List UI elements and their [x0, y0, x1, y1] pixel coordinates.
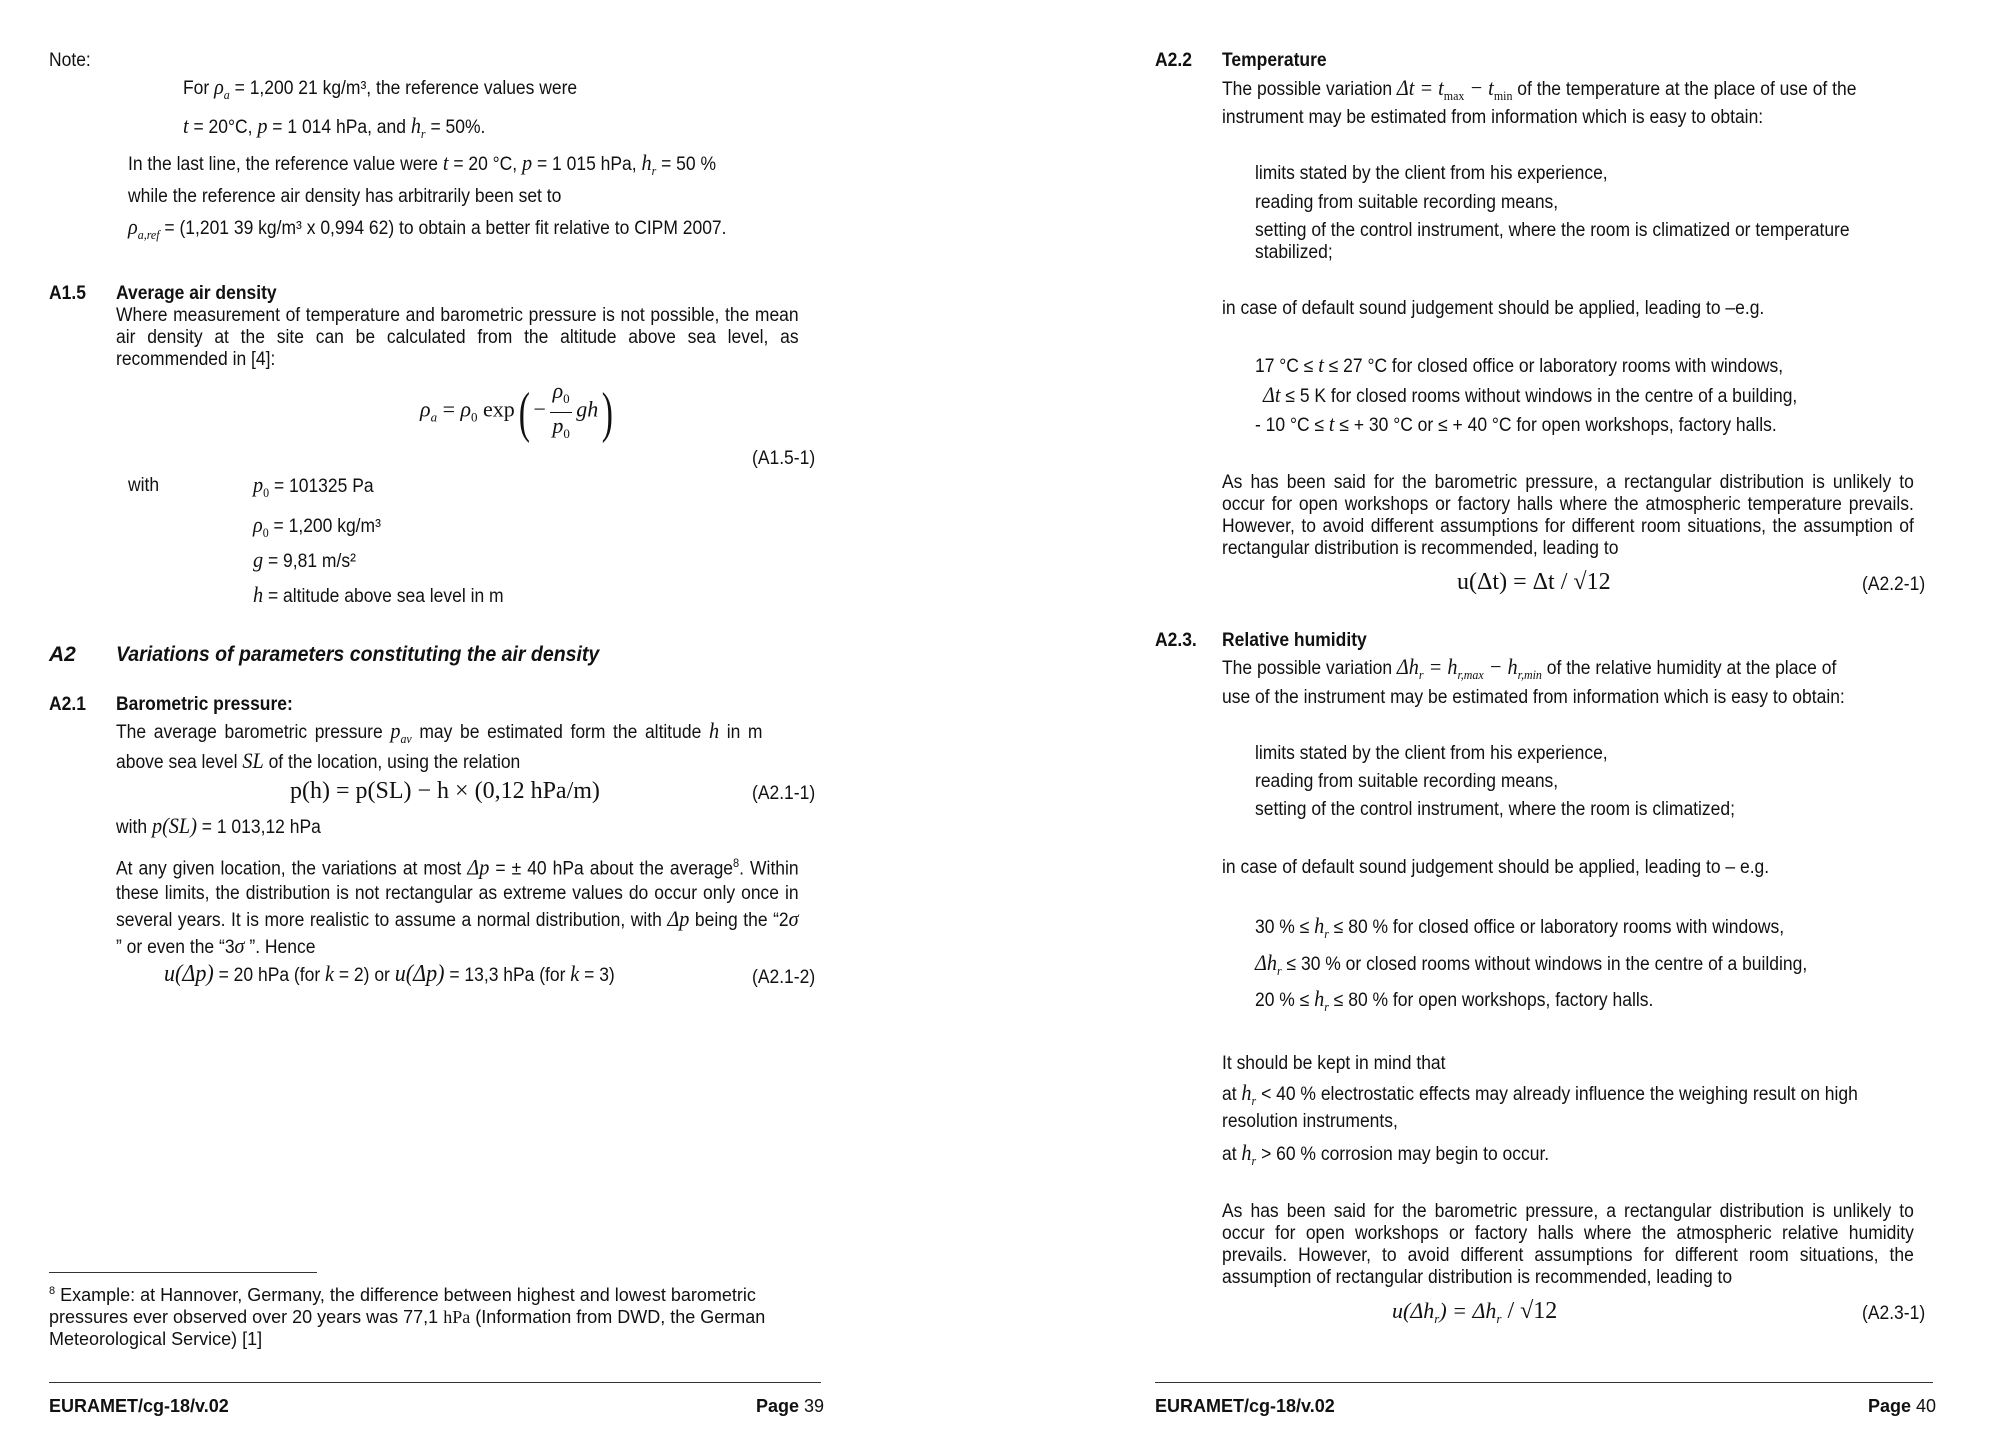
math-symbol: Δp	[467, 854, 490, 880]
fraction-denominator	[550, 413, 572, 447]
math-subscript: r	[1418, 667, 1424, 682]
math-symbol: ρ	[253, 512, 263, 537]
math-symbol: gh	[576, 396, 599, 422]
math-symbol: σ	[234, 933, 245, 959]
equation-label-a2-1-2: (A2.1-2)	[752, 967, 816, 988]
text: = 50 %	[656, 154, 717, 175]
equation-a1-5-1	[420, 378, 617, 447]
footer-rule	[49, 1382, 821, 1383]
section-title-a2-1: Barometric pressure:	[116, 694, 293, 715]
equation-a2-2-1: u(Δt) = Δt / √12	[1457, 569, 1611, 595]
math-symbol: Δt = t	[1396, 75, 1444, 100]
math-subscript: av	[400, 731, 412, 746]
math-symbol: h	[708, 718, 720, 743]
right-paren: )	[602, 381, 614, 444]
page-39	[0, 0, 840, 1452]
math-operator: =	[437, 396, 461, 422]
math-symbol: t	[183, 113, 189, 138]
text: Example: at Hannover, Germany, the difference between highest and lowest barometric pressures ever observed over 20 years was 77,1	[49, 1285, 756, 1327]
a2-2-list-item: limits stated by the client from his experience,	[1255, 163, 1608, 184]
definition-p0	[253, 474, 374, 504]
unit: hPa	[443, 1307, 471, 1327]
text: ≤ 30 % or closed rooms without windows in the centre of a building,	[1281, 954, 1808, 975]
math-symbol: Δt	[1263, 382, 1281, 407]
math-symbol: k	[570, 961, 580, 986]
note-line-2	[183, 115, 485, 145]
math-function: exp	[477, 396, 515, 422]
math-subscript: r	[1251, 1093, 1257, 1108]
math-subscript: r	[1324, 926, 1329, 941]
text: = 1,200 kg/m³	[268, 516, 381, 537]
text: For	[183, 78, 215, 99]
text: at	[1222, 1144, 1242, 1165]
text: = 1,200 21 kg/m³, the reference values were	[229, 78, 578, 99]
a2-2-paragraph: As has been said for the barometric pressure, a rectangular distribution is unlikely to occur for open workshops or factory halls where the atmospheric temperature prevails. However, to avoid different assumptions for different room situations, the assumption of rectangular distribution is recommended, leading to	[1222, 472, 1914, 559]
text: The possible variation	[1222, 79, 1397, 100]
a2-3-mind-1-cont: resolution instruments,	[1222, 1111, 1398, 1132]
text: ” or even the “3	[116, 937, 235, 959]
definition-rho0	[253, 514, 381, 544]
footer-page-number	[1868, 1396, 1936, 1417]
math-subscript: r	[1251, 1153, 1257, 1168]
definition-h	[253, 584, 504, 608]
a2-2-line-2: instrument may be estimated from information which is easy to obtain:	[1222, 107, 1764, 128]
math-operator: −	[533, 396, 546, 422]
math-subscript: 0	[563, 426, 570, 441]
math-symbol: p	[552, 413, 564, 438]
math-symbol: h	[1314, 986, 1325, 1011]
a2-3-list-item: setting of the control instrument, where the room is climatized;	[1255, 799, 1735, 820]
text: = 20°C,	[188, 117, 258, 138]
math-subscript: r	[1496, 1311, 1502, 1326]
math-symbol: u(Δp)	[394, 961, 445, 987]
a2-2-line-1	[1222, 77, 1856, 107]
math-symbol: − h	[1483, 654, 1518, 679]
footer-rule	[1155, 1382, 1933, 1383]
a2-2-example	[1263, 384, 1797, 408]
footnote-reference[interactable]: 8	[733, 856, 740, 870]
math-symbol: σ	[788, 906, 799, 932]
text: = 20 °C,	[448, 154, 523, 175]
math-symbol: ρ	[460, 396, 472, 422]
page-word: Page	[1868, 1396, 1912, 1416]
math-subscript: r,max	[1457, 667, 1484, 682]
math-symbol: h	[410, 113, 421, 138]
math-symbol: p	[253, 472, 264, 497]
a2-3-mind-1	[1222, 1082, 1858, 1112]
a2-1-line-1	[116, 720, 762, 750]
section-number-a2-2: A2.2	[1155, 50, 1192, 71]
note-line-5	[128, 216, 727, 246]
text: = altitude above sea level in m	[263, 586, 504, 607]
math-subscript: r	[651, 163, 657, 178]
section-title-a2-3: Relative humidity	[1222, 630, 1367, 651]
equation-a2-1-1: p(h) = p(SL) − h × (0,12 hPa/m)	[290, 778, 600, 804]
page-number: 39	[799, 1396, 825, 1416]
math-symbol: ρ	[552, 378, 564, 403]
text: above sea level	[116, 752, 243, 773]
math-symbol: p	[522, 150, 533, 175]
a2-3-keep-in-mind: It should be kept in mind that	[1222, 1053, 1446, 1074]
a2-3-line-2: use of the instrument may be estimated from information which is easy to obtain:	[1222, 687, 1845, 708]
text: 20 % ≤	[1255, 990, 1315, 1011]
a2-2-list-item: setting of the control instrument, where the room is climatized or temperature stabilized;	[1255, 220, 1850, 263]
equation-label-a1-5-1: (A1.5-1)	[752, 448, 816, 469]
text: 30 % ≤	[1255, 917, 1315, 938]
section-title-a1-5: Average air density	[116, 283, 277, 304]
math-fraction	[550, 378, 572, 447]
math-symbol: u(Δp)	[164, 961, 214, 987]
text: = 1 014 hPa, and	[267, 117, 411, 138]
footer-document-id: EURAMET/cg-18/v.02	[1155, 1396, 1335, 1416]
text: 17 °C ≤	[1255, 356, 1319, 377]
text: - 10 °C ≤	[1255, 415, 1329, 436]
text: of the temperature at the place of use of the	[1512, 79, 1857, 100]
a1-5-body: Where measurement of temperature and barometric pressure is not possible, the mean air density at the site can be calculated from the altitude above sea level, as recommended in [4]:	[116, 305, 799, 370]
math-symbol: p(SL)	[151, 813, 197, 838]
text: = 1 013,12 hPa	[196, 817, 321, 838]
text: ≤ 80 % for open workshops, factory halls.	[1328, 990, 1654, 1011]
page-word: Page	[756, 1396, 800, 1416]
math-subscript: 0	[563, 391, 570, 406]
note-line-3	[128, 152, 716, 182]
text: = 50%.	[425, 117, 486, 138]
text: may be estimated form the altitude	[411, 722, 709, 743]
fraction-numerator	[550, 378, 572, 413]
a2-1-with-line	[116, 815, 321, 839]
math-symbol: t	[1318, 352, 1324, 377]
a2-2-example	[1255, 413, 1777, 437]
text: = 13,3 hPa (for	[444, 965, 571, 986]
math-subscript: 0	[263, 485, 270, 500]
section-number-a2-3: A2.3.	[1155, 630, 1197, 651]
text: = 9,81 m/s²	[263, 551, 356, 572]
note-label: Note:	[49, 50, 91, 71]
text: = 2) or	[333, 965, 395, 986]
footnote-8	[49, 1280, 839, 1350]
text: at	[1222, 1084, 1242, 1105]
text: The possible variation	[1222, 658, 1397, 679]
equation-a2-1-2	[164, 963, 615, 987]
math-symbol: t	[442, 150, 449, 175]
math-subscript: a	[223, 87, 230, 102]
text: < 40 % electrostatic effects may already influence the weighing result on high	[1256, 1084, 1858, 1105]
math-subscript: r	[1434, 1311, 1440, 1326]
math-subscript: max	[1443, 88, 1465, 103]
text: = 3)	[579, 965, 615, 986]
a2-3-example	[1255, 915, 1784, 945]
math-operator: / √12	[1501, 1298, 1558, 1324]
math-symbol: t	[1328, 411, 1335, 436]
text: . Within these limits, the distribution is not rectangular as extreme values do occur only once in several years. It is more realistic to assume a normal distribution, with	[116, 858, 799, 932]
math-subscript: r	[1324, 999, 1329, 1014]
section-title-a2: Variations of parameters constituting the air density	[116, 643, 600, 666]
math-symbol: h	[1314, 913, 1325, 938]
math-symbol: p	[390, 718, 401, 743]
text: ≤ + 30 °C or ≤ + 40 °C for open workshops, factory halls.	[1334, 415, 1777, 436]
math-symbol: ρ	[128, 214, 138, 239]
math-subscript: a	[430, 409, 438, 425]
text: = 1 015 hPa,	[532, 154, 642, 175]
equation-label-a2-1-1: (A2.1-1)	[752, 783, 816, 804]
a2-3-default-line: in case of default sound judgement should be applied, leading to – e.g.	[1222, 857, 1770, 878]
definition-g	[253, 549, 356, 573]
note-line-4: while the reference air density has arbitrarily been set to	[128, 186, 562, 207]
math-subscript: 0	[471, 409, 478, 425]
text: of the location, using the relation	[263, 752, 521, 773]
text: being the “2	[689, 910, 789, 932]
a2-3-paragraph: As has been said for the barometric pressure, a rectangular distribution is unlikely to occur for open workshops or factory halls where the atmospheric relative humidity prevails. However, to avoid different assumptions for different room situations, the assumption of rectangular distribution is recommended, leading to	[1222, 1201, 1914, 1288]
math-symbol: h	[641, 150, 652, 175]
math-subscript: r,min	[1517, 667, 1542, 682]
with-label: with	[128, 475, 160, 496]
a2-3-list-item: limits stated by the client from his experience,	[1255, 743, 1608, 764]
a2-1-line-2	[116, 750, 520, 774]
math-symbol: h	[253, 582, 264, 607]
a2-2-example	[1255, 354, 1783, 378]
text: ”. Hence	[244, 937, 316, 959]
section-title-a2-2: Temperature	[1222, 50, 1327, 71]
math-symbol: SL	[242, 748, 264, 773]
math-symbol: u(Δh	[1392, 1298, 1435, 1323]
a2-2-default-line: in case of default sound judgement should be applied, leading to –e.g.	[1222, 298, 1765, 319]
footnote-marker: 8	[49, 1285, 56, 1297]
a2-3-line-1	[1222, 656, 1836, 686]
text: = ± 40 hPa about the average	[489, 858, 734, 880]
math-symbol: ρ	[214, 74, 224, 99]
text: = 20 hPa (for	[213, 965, 326, 986]
math-symbol: h	[1241, 1080, 1252, 1105]
text: = 101325 Pa	[269, 476, 374, 497]
section-number-a2: A2	[49, 643, 76, 666]
a2-3-list-item: reading from suitable recording means,	[1255, 771, 1559, 792]
text: (Information from DWD, the German Meteorological Service) [1]	[49, 1307, 766, 1349]
equation-a2-3-1	[1392, 1298, 1557, 1327]
footer-page-number	[756, 1396, 824, 1417]
a2-3-example	[1255, 988, 1653, 1018]
a2-3-mind-2	[1222, 1142, 1549, 1172]
equation-label-a2-2-1: (A2.2-1)	[1862, 574, 1926, 595]
text: = (1,201 39 kg/m³ x 0,994 62) to obtain a better fit relative to CIPM 2007.	[159, 218, 727, 239]
equation-label-a2-3-1: (A2.3-1)	[1862, 1303, 1926, 1324]
math-symbol: k	[325, 961, 334, 986]
math-symbol: p	[257, 113, 268, 138]
note-line-1	[183, 76, 577, 106]
math-symbol: ρ	[420, 396, 431, 422]
math-symbol: − t	[1464, 75, 1494, 100]
a2-2-list-item: reading from suitable recording means,	[1255, 192, 1559, 213]
text: ≤ 27 °C for closed office or laboratory rooms with windows,	[1323, 356, 1784, 377]
page-40	[1150, 0, 1996, 1452]
footer-document-id: EURAMET/cg-18/v.02	[49, 1396, 229, 1416]
math-subscript: a,ref	[137, 227, 160, 242]
text: > 60 % corrosion may begin to occur.	[1256, 1144, 1550, 1165]
text: ≤ 80 % for closed office or laboratory rooms with windows,	[1328, 917, 1785, 938]
math-symbol: Δh	[1396, 654, 1419, 679]
math-symbol: ) = Δh	[1439, 1298, 1497, 1323]
math-symbol: = h	[1423, 654, 1458, 679]
text: in m	[719, 722, 763, 743]
math-symbol: h	[1241, 1140, 1252, 1165]
text: In the last line, the reference value were	[128, 154, 443, 175]
left-paren: (	[518, 381, 530, 444]
text: ≤ 5 K for closed rooms without windows in the centre of a building,	[1280, 386, 1798, 407]
text: of the relative humidity at the place of	[1541, 658, 1837, 679]
math-subscript: min	[1493, 88, 1513, 103]
a2-3-example	[1255, 952, 1807, 982]
math-subscript: r	[420, 126, 426, 141]
math-symbol: Δp	[667, 906, 690, 932]
section-number-a2-1: A2.1	[49, 694, 86, 715]
math-subscript: r	[1277, 963, 1282, 978]
a2-1-paragraph	[116, 851, 799, 960]
text: At any given location, the variations at most	[116, 858, 468, 880]
section-number-a1-5: A1.5	[49, 283, 86, 304]
math-symbol: g	[253, 547, 264, 572]
footnote-separator	[49, 1272, 317, 1273]
math-subscript: 0	[262, 525, 269, 540]
text: The average barometric pressure	[116, 722, 391, 743]
math-symbol: Δh	[1255, 950, 1278, 975]
page-number: 40	[1911, 1396, 1937, 1416]
text: with	[116, 817, 152, 838]
